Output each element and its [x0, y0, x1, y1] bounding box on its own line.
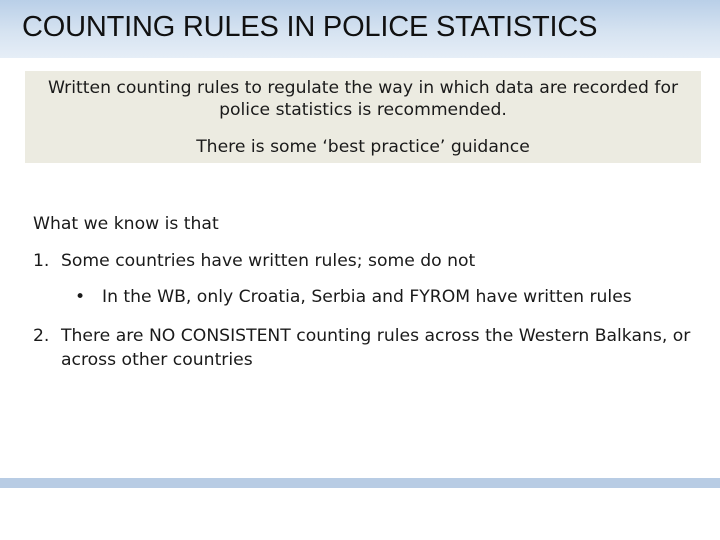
callout-guidance-text: There is some ‘best practice’ guidance [196, 137, 530, 157]
callout-recommendation-text: Written counting rules to regulate the way in which data are recorded for police statistics is recommended. [47, 78, 679, 120]
title-band [0, 0, 720, 58]
list-item-text: There are NO CONSISTENT counting rules across the Western Balkans, or across other countries [61, 326, 691, 370]
intro-text: What we know is that [33, 214, 219, 234]
list-item-2 [33, 324, 703, 372]
list-number: 2. [33, 326, 50, 346]
list-item-text: Some countries have written rules; some do not [61, 251, 476, 271]
sub-bullet-item [75, 287, 632, 307]
slide-title: COUNTING RULES IN POLICE STATISTICS [22, 11, 598, 43]
bullet-icon: • [75, 287, 86, 307]
footer-bar [0, 478, 720, 488]
sub-bullet-text: In the WB, only Croatia, Serbia and FYROM have written rules [102, 287, 632, 307]
list-item-1 [33, 251, 475, 271]
list-number: 1. [33, 251, 50, 271]
recommendation-callout [25, 71, 701, 163]
